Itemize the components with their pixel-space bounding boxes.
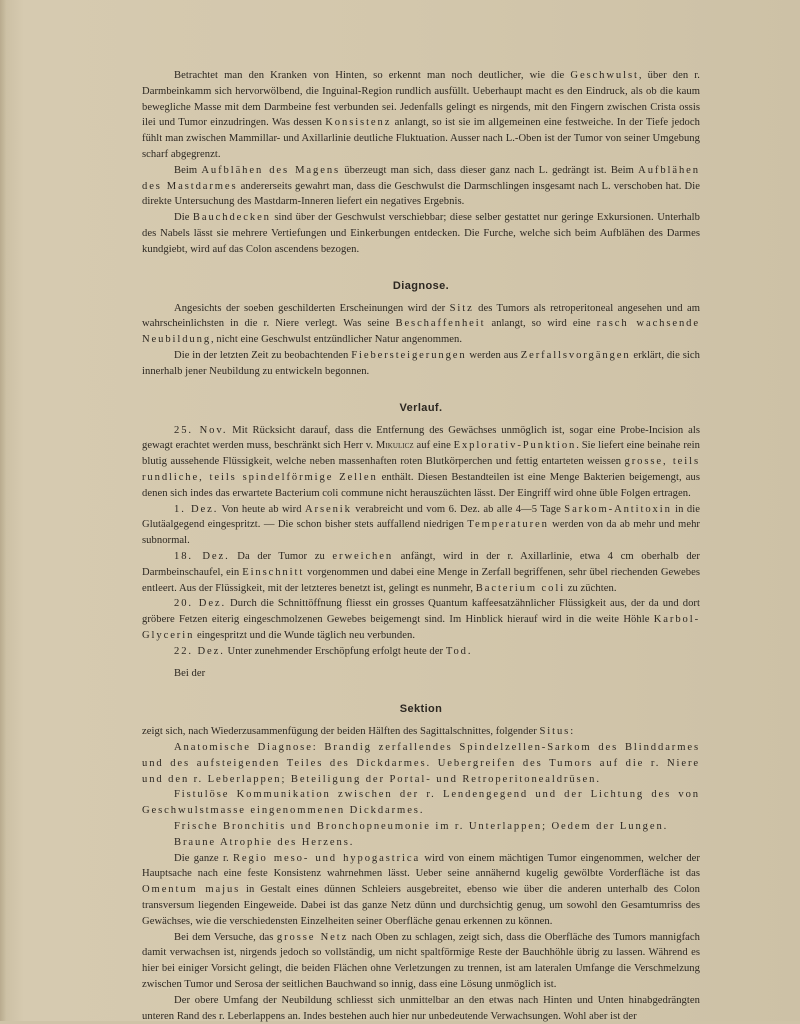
text-run: enthält. Diesen Bestandteilen ist eine Menge Bakterien beigemengt, aus denen sich indes das erwartete Bacterium coli commune nicht herauszüchten lässt. Der Eingriff wird ohne üble Folgen ertragen. — [142, 471, 700, 499]
text-run: in Gestalt eines dünnen Schleiers ausgebreitet, ebenso wie über die anderen unterhalb des Colon transversum liegenden Eingeweide. Dabei ist das ganze Netz dünn und durchsichtig genug, um sowohl den Gesamtumriss des Gewächses, wie die verschiedensten Einzelheiten seiner Oberfläche genau erkennen zu können. — [142, 884, 700, 927]
paragraph-verlauf-dec18 — [142, 549, 700, 596]
text-run: Die — [174, 212, 193, 224]
text-run: anlangt, so wird eine — [485, 318, 597, 330]
text-run: , nicht eine Geschwulst entzündlicher Natur angenommen. — [211, 334, 463, 346]
text-run: verabreicht und vom 6. Dez. ab alle 4—5 Tage — [351, 503, 565, 515]
paragraph-sektion-situs — [142, 724, 700, 740]
emphasized-text: 18. Dez. — [174, 550, 230, 562]
text-run: des Tumors als retroperitoneal angesehen und am wahrscheinlichsten in die r. Niere verlegt. Was seine — [142, 302, 700, 330]
text-run: zu züchten. — [565, 582, 617, 594]
text-run: anfängt, wird in der r. Axillarlinie, etwa 4 cm oberhalb der Darmbeinschaufel, ein — [142, 550, 700, 578]
text-run: sind über der Geschwulst verschiebbar; diese selber gestattet nur geringe Exkursionen. Unterhalb des Nabels lässt sie mehrere Vertiefungen und Einkerbungen entdecken. Die Furche, welche sich beim Aufblähen des Darmes kundgiebt, wird auf das Colon ascendens bezogen. — [142, 212, 700, 255]
emphasized-text: Konsistenz — [325, 117, 392, 129]
text-run: überzeugt man sich, dass dieser ganz nach L. gedrängt ist. Beim — [340, 164, 639, 176]
emphasized-text: Situs — [539, 726, 571, 738]
text-run: vorgenommen und dabei eine Menge in Zerfall begriffenen, sehr übel riechenden Gewebes entleert. Aus der Flüssigkeit, mit der letzteres benetzt ist, gelingt es nunmehr, — [142, 566, 700, 594]
text-run: Die ganze r. — [174, 852, 233, 864]
text-run: Durch die Schnittöffnung fliesst ein grosses Quantum kaffeesatzähnlicher Flüssigkeit aus, der da und dort gröbere Fetzen eiterig eingeschmolzenen Gewebes beigemengt sind. Im Hinblick hierauf wird in die weite Höhle — [142, 598, 700, 626]
emphasized-text: Bauchdecken — [192, 212, 271, 224]
text-run: anlangt, so ist sie im allgemeinen eine festweiche. In der Tiefe jedoch fühlt man zwischen Mammillar- und Axillarlinie deutliche Fluktuation. Ausser nach L.-Oben ist der Tumor von seiner Umgebung scharf abgegrenzt. — [142, 117, 700, 160]
emphasized-text: Sitz — [449, 302, 474, 314]
text-run: Mit Rücksicht darauf, dass die Entfernung des Gewächses unmöglich ist, sogar eine Probe-Incision als gewagt erachtet werden muss, beschränkt sich Herr v. — [142, 424, 700, 452]
emphasized-text: Einschnitt — [242, 566, 305, 578]
emphasized-text: Braune Atrophie des Herzens. — [174, 836, 355, 848]
text-run: werden aus — [466, 349, 521, 361]
emphasized-text: Beschaffenheit — [395, 318, 486, 330]
emphasized-text: Fistulöse Kommunikation zwischen der r. Lendengegend und der Lichtung des von Geschwulstmasse eingenommenen Dickdarmes. — [142, 789, 700, 817]
paragraph-diagnose-site — [142, 301, 700, 348]
paragraph-verlauf-dec20 — [142, 596, 700, 643]
emphasized-text: Geschwulst — [570, 70, 639, 81]
emphasized-text: Sarkom-Antitoxin — [564, 503, 672, 515]
text-run: : — [570, 726, 574, 738]
paragraph-fistuloese-kommunikation — [142, 787, 700, 819]
section-heading-diagnose: Diagnose. — [392, 279, 450, 292]
text-run: werden von da ab mehr und mehr subnormal. — [142, 519, 700, 547]
emphasized-text: erweichen — [332, 550, 394, 562]
text-run: auf eine — [413, 440, 454, 452]
emphasized-text: Tod — [445, 645, 468, 657]
emphasized-text: Zerfallsvorgängen — [520, 349, 631, 361]
emphasized-text: Temperaturen — [467, 519, 549, 531]
text-run: wird von einem mächtigen Tumor eingenommen, welcher der Hauptsache nach eine feste Konsistenz wahrnehmen lässt. Ueber seine annähernd kugelig gewölbte Vorderfläche ist das — [142, 852, 700, 880]
text-run: Betrachtet man den Kranken von Hinten, so erkennt man noch deutlicher, wie die — [174, 70, 571, 81]
emphasized-text: rasch wachsende Neubildung — [142, 318, 700, 346]
emphasized-text: Bacterium coli — [475, 582, 566, 594]
emphasized-text: Fiebersteigerungen — [351, 349, 467, 361]
text-run: Bei dem Versuche, das — [174, 931, 277, 943]
emphasized-text: Anatomische Diagnose: Brandig zerfallendes Spindelzellen-Sarkom des Blinddarmes und des aufsteigenden Teiles des Dickdarmes. Uebergreifen des Tumors auf die r. Niere und den r. Leberlappen; Beteiligung der Portal- und Retroperitonealdrüsen. — [142, 742, 700, 785]
text-run: . Sie liefert eine beinahe rein blutig aussehende Flüssigkeit, welche neben massenhaften roten Blutkörperchen und fettig entarteten weissen — [142, 440, 700, 468]
emphasized-text: Karbol-Glycerin — [142, 614, 700, 641]
emphasized-text: Frische Bronchitis und Bronchopneumonie im r. Unterlappen; Oedem der Lungen. — [174, 821, 669, 833]
paragraph-inflation — [142, 163, 700, 210]
text-run: Da der Tumor zu — [229, 550, 333, 562]
emphasized-text: Explorativ-Punktion — [453, 440, 577, 452]
text-run: eingespritzt und die Wunde täglich neu verbunden. — [194, 629, 416, 641]
text-run: in die Glutäalgegend eingespritzt. — Die schon bisher stets auffallend niedrigen — [142, 503, 700, 531]
paragraph-grosses-netz — [142, 930, 700, 993]
emphasized-text: 20. Dez. — [174, 598, 227, 610]
emphasized-text: Omentum majus — [142, 884, 241, 896]
paragraph-verlauf-nov25 — [142, 423, 700, 502]
paragraph-anatomische-diagnose — [142, 740, 700, 787]
text-run: Der obere Umfang der Neubildung schliesst sich unmittelbar an den etwas nach Hinten und Unten hinabgedrängten unteren Rand des r. Leberlappens an. Indes bestehen auch hier nur unbedeutende Verwachsungen. Wohl aber ist der — [142, 994, 700, 1022]
paragraph-bronchitis — [142, 819, 700, 835]
emphasized-text: grosse, teils rundliche, teils spindelförmige Zellen — [142, 456, 700, 483]
section-heading-verlauf: Verlauf. — [399, 401, 443, 414]
paragraph-leberlappen — [142, 993, 700, 1024]
text-run: Die in der letzten Zeit zu beobachtenden — [174, 349, 352, 361]
text-run: Von heute ab wird — [218, 503, 305, 515]
text-run: andererseits gewahrt man, dass die Geschwulst die Darmschlingen insgesamt nach L. verschoben hat. Die direkte Untersuchung des Mastdarm-Inneren liefert ein negatives Ergebnis. — [142, 180, 700, 208]
emphasized-text: Aufblähen des Magens — [201, 164, 341, 176]
text-run: nach Oben zu schlagen, zeigt sich, dass die Oberfläche des Tumors mannigfach damit verwachsen ist, nirgends jedoch so vollständig, um nicht spaltförmige Reste der Bauchhöhle übrig zu lassen. Während es hier bei einiger Vorsicht gelingt, die beiden Flächen ohne Verletzungen zu trennen, ist am lateralen Umfange die Verschmelzung zwischen Tumor und Serosa der seitlichen Bauchwand so innig, dass eine Lösung unmöglich ist. — [142, 931, 700, 991]
text-run: Beim — [174, 164, 202, 176]
emphasized-text: 25. Nov. — [174, 424, 228, 436]
emphasized-text: Arsenik — [305, 503, 352, 515]
paragraph-bei-der: Bei der — [174, 667, 206, 679]
author-name: Mikulicz — [375, 440, 414, 452]
text-run: erklärt, die sich innerhalb jener Neubildung zu entwickeln begonnen. — [142, 349, 700, 377]
paragraph-diagnose-fever — [142, 348, 700, 380]
page-edge — [0, 0, 6, 1021]
text-run: , über den r. Darmbeinkamm sich hervorwölbend, die Inguinal-Region rundlich ausfüllt. Ueberhaupt macht es den Eindruck, als ob die kaum bewegliche Masse mit dem Darmbeine fest verbunden sei. Jedenfalls gelingt es nirgends, mit den Fingern zwischen Crista ossis ilei und Tumor einzudringen. Was dessen — [142, 70, 700, 129]
paragraph-regio-tumor — [142, 851, 700, 930]
emphasized-text: Aufblähen des Mastdarmes — [142, 164, 700, 192]
emphasized-text: 1. Dez. — [174, 503, 219, 515]
paragraph-verlauf-dec22 — [142, 644, 700, 660]
paragraph-atrophie — [142, 835, 700, 851]
paragraph-abdominal-wall — [142, 210, 700, 257]
text-run: . — [467, 645, 471, 657]
text-run: zeigt sich, nach Wiederzusammenfügung der beiden Hälften des Sagittalschnittes, folgender — [142, 726, 540, 738]
text-run: Angesichts der soeben geschilderten Erscheinungen wird der — [174, 302, 450, 314]
paragraph-verlauf-dec1 — [142, 502, 700, 549]
emphasized-text: grosse Netz — [276, 931, 349, 943]
emphasized-text: 22. Dez. — [174, 645, 225, 657]
text-run: Unter zunehmender Erschöpfung erfolgt heute der — [224, 645, 446, 657]
paragraph-inspection-back — [142, 68, 700, 163]
emphasized-text: Regio meso- und hypogastrica — [232, 852, 421, 864]
section-heading-sektion: Sektion — [399, 703, 443, 716]
